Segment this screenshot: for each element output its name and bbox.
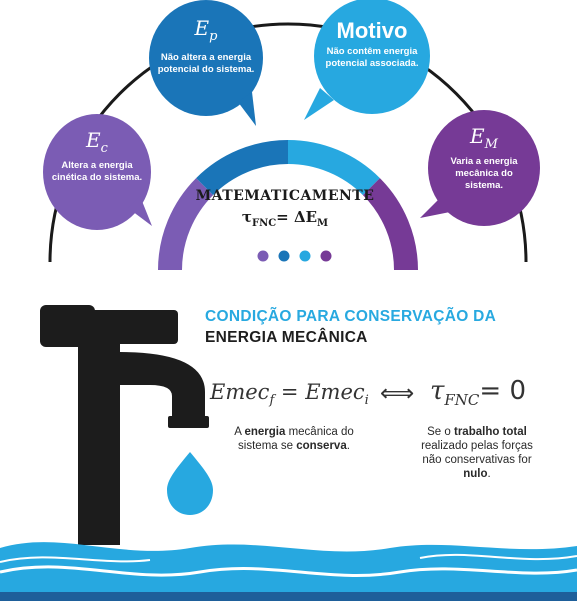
em-description: Varia a energia mecânica do sistema. — [450, 156, 518, 191]
motivo-description: Não contêm energia potencial associada. — [325, 46, 419, 69]
ec-symbol: $E_c$ — [86, 128, 108, 156]
water-drop-icon — [167, 428, 213, 515]
motivo-title: Motivo — [336, 18, 408, 43]
null-work-equation: $\tau_{FNC}= 0$ — [430, 376, 526, 410]
left-description: A energia mecânica do sistema se conserva. — [234, 426, 354, 452]
dot — [321, 251, 332, 262]
mathematically-title: MATEMATICAMENTE — [195, 188, 375, 204]
ep-symbol: $E_p$ — [194, 16, 218, 44]
dot — [300, 251, 311, 262]
ec-description: Altera a energia cinética do sistema. — [51, 160, 143, 183]
dot — [279, 251, 290, 262]
equivalence-arrow-icon: ⟺ — [380, 379, 415, 407]
ep-description: Não altera a energia potencial do sistema. — [157, 52, 255, 75]
em-symbol: $E_M$ — [470, 124, 498, 152]
condition-title — [205, 306, 575, 348]
dots-indicator — [258, 251, 332, 262]
dot — [258, 251, 269, 262]
water-waves-icon — [0, 542, 577, 601]
condition-title-line2: ENERGIA MECÂNICA — [205, 329, 368, 346]
condition-title-line1: CONDIÇÃO PARA CONSERVAÇÃO DA — [205, 308, 497, 325]
energy-conservation-equation: Emec$_f$ = Emec$_i$ — [210, 380, 369, 409]
right-description: Se o trabalho total realizado pelas forças não conservativas for nulo. — [421, 426, 533, 480]
work-energy-formula: $\tau_{FNC}= \Delta E_M$ — [241, 208, 329, 229]
